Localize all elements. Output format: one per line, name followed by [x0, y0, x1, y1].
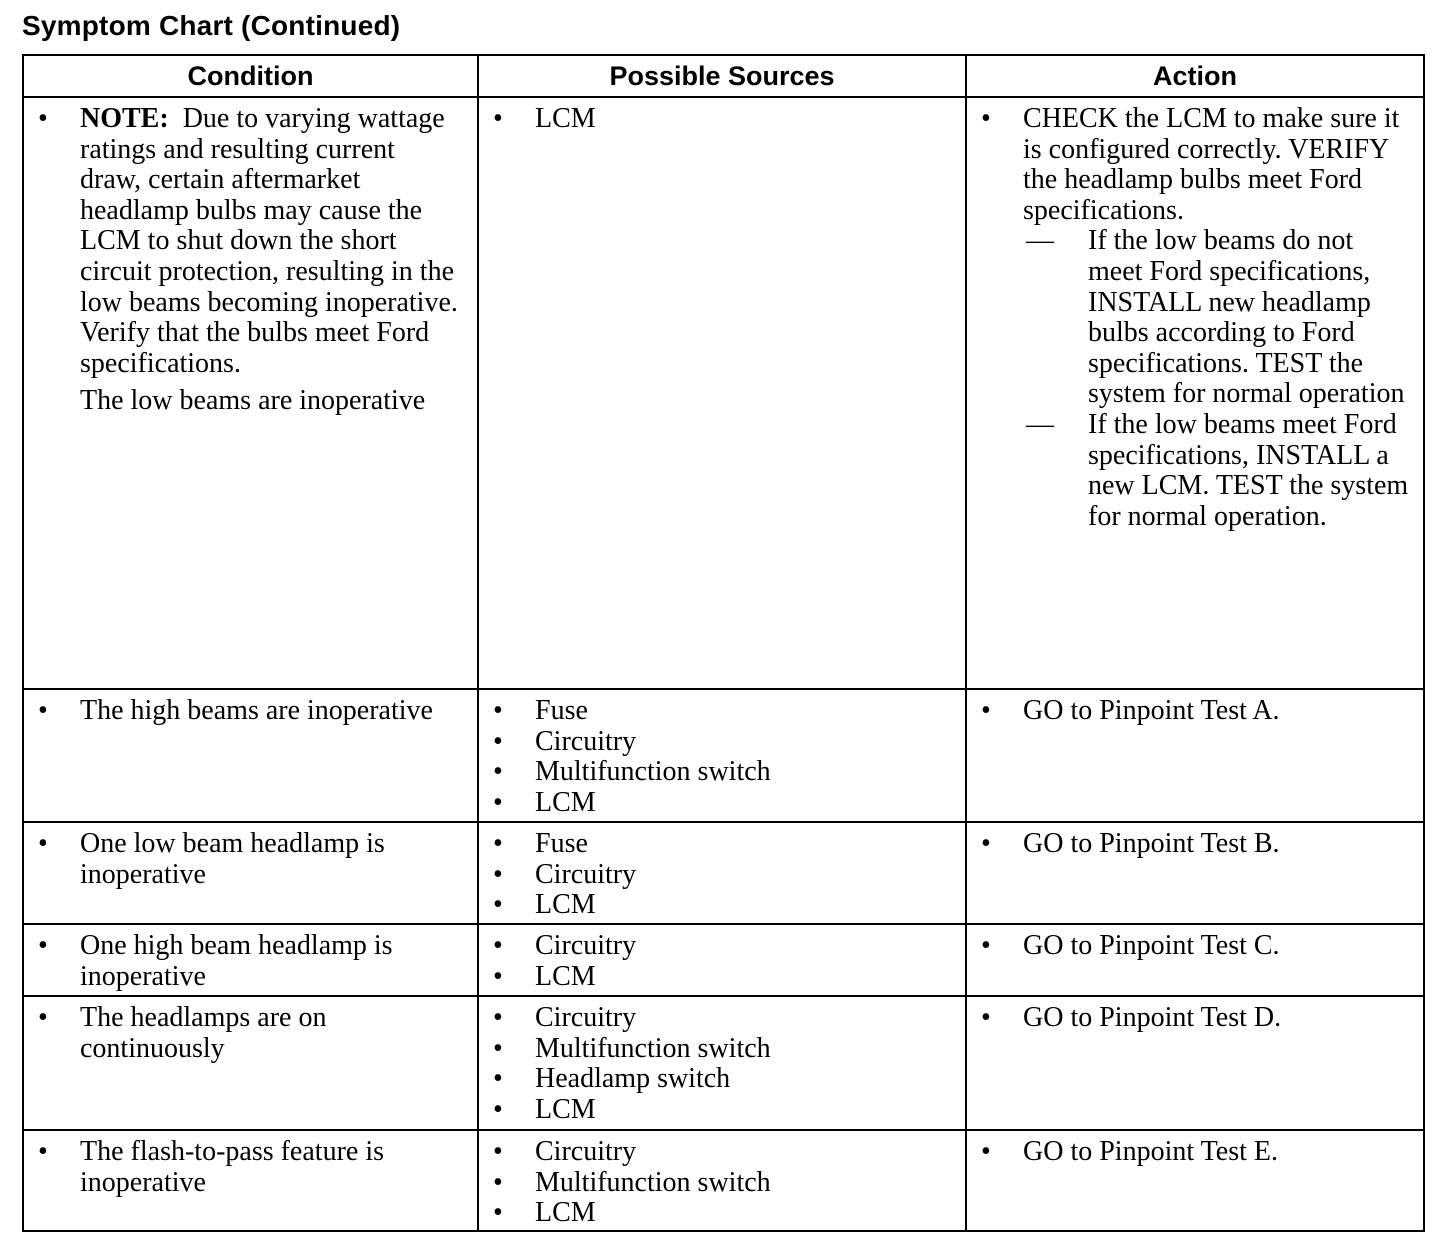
source-item: [479, 1198, 965, 1229]
action-item: [967, 1003, 1409, 1034]
action-item: [967, 829, 1409, 860]
bullet-icon: •: [493, 960, 503, 992]
bullet-icon: •: [493, 1032, 503, 1064]
source-text: Fuse: [535, 828, 588, 859]
bullet-icon: •: [493, 786, 503, 818]
condition-item: [24, 696, 463, 727]
bullet-icon: •: [493, 1197, 503, 1229]
sources-cell: [478, 1130, 966, 1231]
condition-text: One low beam headlamp is inoperative: [80, 828, 385, 890]
condition-item: [24, 104, 463, 417]
action-cell: [966, 689, 1424, 822]
condition-cell: [23, 996, 478, 1130]
action-item: [967, 1137, 1409, 1168]
action-subitem-text: If the low beams meet Ford specifications, INSTALL a new LCM. TEST the system for normal operation.: [1088, 408, 1409, 532]
bullet-icon: •: [493, 858, 503, 890]
source-item: [479, 696, 965, 727]
table-row: [23, 689, 1424, 822]
action-text: GO to Pinpoint Test B.: [1023, 828, 1280, 859]
source-text: Circuitry: [535, 725, 637, 757]
action-cell: [966, 822, 1424, 924]
bullet-icon: •: [981, 695, 991, 726]
source-text: Multifunction switch: [535, 1032, 771, 1064]
sources-cell: [478, 689, 966, 822]
source-item: [479, 1137, 965, 1168]
source-item: [479, 1034, 965, 1065]
condition-text: The headlamps are on continuously: [80, 1002, 327, 1064]
action-cell: [966, 924, 1424, 996]
source-text: Circuitry: [535, 1136, 637, 1167]
condition-text: One high beam headlamp is inoperative: [80, 930, 393, 992]
bullet-icon: •: [493, 695, 503, 726]
condition-cell: [23, 924, 478, 996]
action-subitem: [1023, 226, 1409, 410]
bullet-icon: •: [981, 828, 991, 859]
action-subitem-text: If the low beams do not meet Ford specifications, INSTALL new headlamp bulbs according to Ford specifications. TEST the system for normal operation: [1088, 225, 1405, 410]
bullet-icon: •: [493, 1002, 503, 1033]
bullet-icon: •: [493, 1136, 503, 1167]
source-text: LCM: [535, 1197, 596, 1229]
bullet-icon: •: [493, 725, 503, 757]
source-item: [479, 104, 965, 135]
condition-cell: [23, 97, 478, 689]
source-item: [479, 1064, 965, 1095]
source-item: [479, 829, 965, 860]
condition-cell: [23, 822, 478, 924]
bullet-icon: •: [981, 103, 991, 134]
bullet-icon: •: [493, 1063, 503, 1095]
table-row: [23, 1130, 1424, 1231]
table-row: [23, 924, 1424, 996]
source-text: LCM: [535, 103, 596, 134]
action-cell: [966, 1130, 1424, 1231]
bullet-icon: •: [38, 695, 48, 726]
symptom-chart-table: [22, 54, 1425, 1232]
bullet-icon: •: [981, 1002, 991, 1033]
source-item: [479, 931, 965, 962]
note-label: NOTE:: [80, 103, 169, 134]
condition-item: [24, 1137, 463, 1198]
source-item: [479, 860, 965, 891]
bullet-icon: •: [38, 930, 48, 961]
source-text: Multifunction switch: [535, 756, 771, 788]
bullet-icon: •: [493, 828, 503, 859]
note-paragraph: [80, 104, 463, 379]
source-text: Headlamp switch: [535, 1063, 731, 1095]
condition-text: The high beams are inoperative: [80, 695, 433, 726]
source-item: [479, 890, 965, 921]
bullet-icon: •: [493, 930, 503, 961]
source-text: Fuse: [535, 695, 588, 726]
bullet-icon: •: [493, 889, 503, 921]
action-item: [967, 104, 1409, 532]
note-text: Due to varying wattage ratings and resulting current draw, certain aftermarket headlamp bulbs may cause the LCM to shut down the short circuit protection, resulting in the low beams becoming inoperative. Verify that the bulbs meet Ford specifications.: [80, 103, 458, 379]
condition-item: [24, 931, 463, 992]
sources-cell: [478, 924, 966, 996]
action-cell: [966, 996, 1424, 1130]
sources-cell: [478, 996, 966, 1130]
bullet-icon: •: [38, 828, 48, 859]
page-title: Symptom Chart (Continued): [22, 10, 401, 41]
condition-cell: [23, 1130, 478, 1231]
dash-icon: —: [1026, 225, 1054, 257]
bullet-icon: •: [981, 1136, 991, 1167]
action-subitem: [1023, 410, 1409, 532]
condition-cell: [23, 689, 478, 822]
bullet-icon: •: [981, 930, 991, 961]
condition-text: The low beams are inoperative: [80, 385, 426, 417]
action-text: GO to Pinpoint Test D.: [1023, 1002, 1282, 1033]
bullet-icon: •: [493, 103, 503, 134]
action-text: GO to Pinpoint Test E.: [1023, 1136, 1278, 1167]
source-item: [479, 757, 965, 788]
condition-item: [24, 1003, 463, 1064]
table-header-row: [23, 55, 1424, 97]
action-item: [967, 931, 1409, 962]
action-item: [967, 696, 1409, 727]
header-condition: Condition: [23, 55, 478, 97]
bullet-icon: •: [493, 756, 503, 788]
source-text: Circuitry: [535, 930, 637, 961]
source-item: [479, 788, 965, 819]
action-text: GO to Pinpoint Test A.: [1023, 695, 1280, 726]
bullet-icon: •: [38, 1136, 48, 1167]
dash-icon: —: [1026, 408, 1054, 440]
action-text: GO to Pinpoint Test C.: [1023, 930, 1280, 961]
table-row: [23, 97, 1424, 689]
bullet-icon: •: [38, 1002, 48, 1033]
condition-text: The flash-to-pass feature is inoperative: [80, 1136, 384, 1198]
source-text: LCM: [535, 960, 596, 992]
source-text: LCM: [535, 889, 596, 921]
header-possible-sources: Possible Sources: [478, 55, 966, 97]
condition-item: [24, 829, 463, 890]
table-row: [23, 996, 1424, 1130]
source-item: [479, 727, 965, 758]
source-item: [479, 962, 965, 993]
table-row: [23, 822, 1424, 924]
sources-cell: [478, 822, 966, 924]
sources-cell: [478, 97, 966, 689]
source-text: Circuitry: [535, 1002, 637, 1033]
bullet-icon: •: [38, 103, 48, 134]
source-text: LCM: [535, 786, 596, 818]
source-text: Circuitry: [535, 858, 637, 890]
source-text: LCM: [535, 1093, 596, 1125]
source-item: [479, 1168, 965, 1199]
bullet-icon: •: [493, 1093, 503, 1125]
source-text: Multifunction switch: [535, 1166, 771, 1198]
action-cell: [966, 97, 1424, 689]
action-text: CHECK the LCM to make sure it is configured correctly. VERIFY the headlamp bulbs meet Ford specifications.: [1023, 103, 1400, 226]
bullet-icon: •: [493, 1166, 503, 1198]
source-item: [479, 1003, 965, 1034]
header-action: Action: [966, 55, 1424, 97]
source-item: [479, 1095, 965, 1126]
